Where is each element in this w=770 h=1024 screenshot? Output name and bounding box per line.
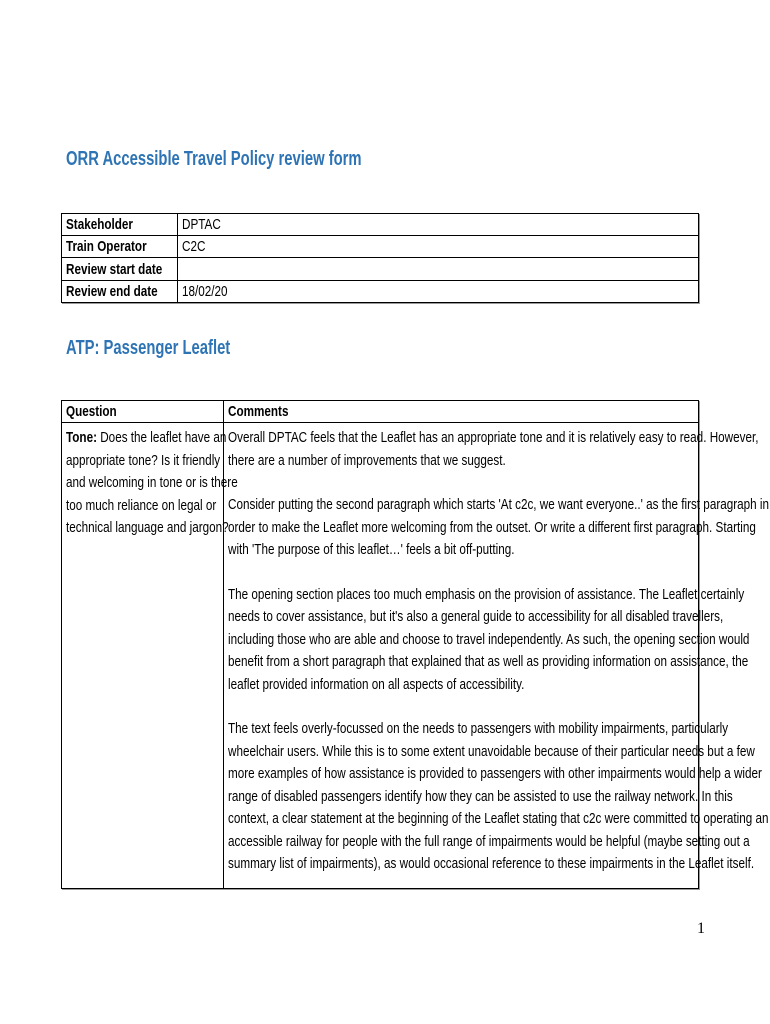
comment-line: accessible railway for people with the full range of impairments would be helpful (maybe setting out a: [228, 832, 750, 850]
info-value: 18/02/20: [182, 283, 228, 300]
question-line: and welcoming in tone or is there: [66, 474, 238, 491]
comment-line: order to make the Leaflet more welcoming from the outset. Or write a different first paragraph. Starting: [228, 518, 756, 536]
comment-paragraph-3: [228, 584, 770, 697]
comments-text: [228, 427, 770, 898]
info-row-review-start-date: [62, 259, 698, 281]
form-title: ORR Accessible Travel Policy review form: [66, 148, 362, 170]
question-label: Tone:: [66, 429, 97, 446]
info-label: Train Operator: [66, 238, 147, 255]
question-line: Does the leaflet have an: [96, 429, 227, 446]
comment-line: context, a clear statement at the beginning of the Leaflet stating that c2c were committed to operating an: [228, 810, 769, 827]
page-number: 1: [697, 920, 705, 937]
info-label: Review end date: [66, 283, 158, 300]
info-row-stakeholder: [62, 214, 698, 236]
section-title: ATP: Passenger Leaflet: [66, 337, 231, 359]
comment-line: The opening section places too much emphasis on the provision of assistance. The Leaflet certainly: [228, 585, 745, 603]
comment-paragraph-2: [228, 494, 770, 562]
comment-line: with 'The purpose of this leaflet…' feels a bit off-putting.: [228, 541, 515, 558]
comment-paragraph-4: [228, 718, 770, 876]
question-line: too much reliance on legal or: [66, 496, 217, 514]
info-label: Review start date: [66, 261, 163, 278]
question-line: appropriate tone? Is it friendly: [66, 451, 221, 469]
comment-line: Consider putting the second paragraph which starts 'At c2c, we want everyone..' as the first paragraph in: [228, 496, 770, 513]
comment-line: Overall DPTAC feels that the Leaflet has an appropriate tone and it is relatively easy to read. However,: [228, 429, 759, 446]
comment-line: needs to cover assistance, but it's also a general guide to accessibility for all disabled travellers,: [228, 608, 724, 625]
info-row-review-end-date: [62, 281, 698, 303]
comment-line: range of disabled passengers identify how they can be assisted to use the railway network. In this: [228, 787, 733, 805]
info-value: DPTAC: [182, 216, 221, 233]
question-column-header: Question: [66, 403, 117, 420]
comment-line: including those who are able and choose to travel independently. As such, the opening section would: [228, 630, 750, 648]
comments-column-header: Comments: [228, 403, 289, 420]
info-value: C2C: [182, 238, 206, 255]
review-info-table: [61, 213, 699, 303]
comment-line: leaflet provided information on all aspects of accessibility.: [228, 675, 525, 693]
question-line: technical language and jargon?: [66, 519, 229, 536]
info-row-train-operator: [62, 236, 698, 258]
comment-line: benefit from a short paragraph that explained that as well as providing information on assistance, the: [228, 653, 749, 670]
comment-line: wheelchair users. While this is to some extent unavoidable because of their particular needs but a few: [228, 742, 755, 760]
info-label: Stakeholder: [66, 216, 133, 233]
comment-paragraph-1: [228, 427, 770, 472]
comment-line: The text feels overly-focussed on the needs to passengers with mobility impairments, particularly: [228, 720, 729, 737]
header-row-divider: [62, 422, 698, 423]
comment-line: more examples of how assistance is provided to passengers with other impairments would help a wider: [228, 765, 762, 782]
comment-line: summary list of impairments), as would occasional reference to these impairments in the Leaflet itself.: [228, 855, 755, 872]
question-table: [61, 400, 770, 889]
comment-line: there are a number of improvements that we suggest.: [228, 451, 506, 469]
